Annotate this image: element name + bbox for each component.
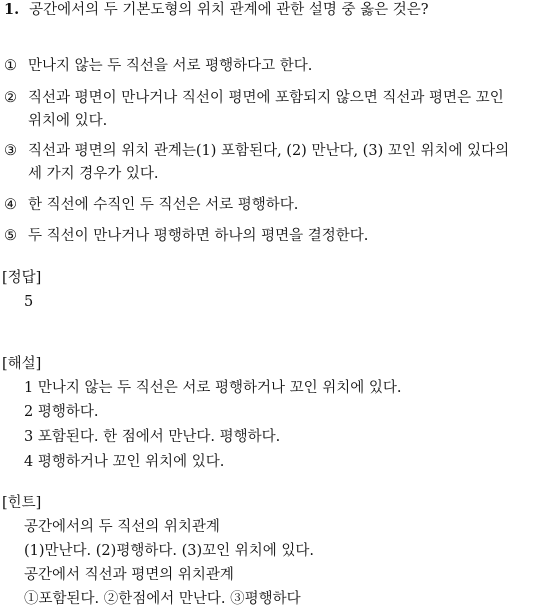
option-2-continued — [28, 111, 107, 131]
option-1-mark: ① — [4, 58, 17, 74]
hint-label: [힌트] — [2, 495, 42, 511]
option-1-text: 만나지 않는 두 직선을 서로 평행하다고 한다. — [28, 58, 313, 74]
question-text: 공간에서의 두 기본도형의 위치 관계에 관한 설명 중 옳은 것은? — [29, 2, 429, 18]
explanation-line-2: 2 평행하다. — [24, 404, 99, 420]
explanation-line-3: 3 포함된다. 한 점에서 만난다. 평행하다. — [24, 429, 281, 445]
question-number: 1. — [4, 1, 20, 18]
option-3-continued — [28, 164, 159, 184]
explanation-line-4: 4 평행하거나 꼬인 위치에 있다. — [24, 454, 225, 470]
option-3 — [4, 141, 509, 161]
option-5-text: 두 직선이 만나거나 평행하면 하나의 평면을 결정한다. — [28, 228, 369, 244]
hint-line-4: ①포함된다. ②한점에서 만난다. ③평행하다 — [24, 591, 301, 607]
option-2-text-line2: 위치에 있다. — [28, 113, 108, 129]
explanation-line-1: 1 만나지 않는 두 직선은 서로 평행하거나 꼬인 위치에 있다. — [24, 380, 402, 396]
option-2-text-line1: 직선과 평면이 만나거나 직선이 평면에 포함되지 않으면 직선과 평면은 꼬인 — [28, 90, 504, 106]
option-3-text-line1: 직선과 평면의 위치 관계는(1) 포함된다, (2) 만난다, (3) 꼬인 위치에 있다의 — [28, 143, 510, 159]
explanation-label: [해설] — [2, 356, 42, 372]
option-4-mark: ④ — [4, 197, 17, 213]
option-2 — [4, 88, 504, 108]
hint-line-3: 공간에서 직선과 평면의 위치관계 — [24, 567, 234, 583]
option-4 — [4, 195, 298, 215]
option-3-text-line2: 세 가지 경우가 있다. — [28, 166, 159, 182]
option-5-mark: ⑤ — [4, 228, 17, 244]
hint-line-2: (1)만난다. (2)평행하다. (3)꼬인 위치에 있다. — [24, 543, 314, 559]
option-5 — [4, 226, 368, 246]
hint-line-1: 공간에서의 두 직선의 위치관계 — [24, 519, 220, 535]
option-2-mark: ② — [4, 90, 17, 106]
option-4-text: 한 직선에 수직인 두 직선은 서로 평행하다. — [28, 197, 299, 213]
option-1 — [4, 56, 312, 76]
answer-value: 5 — [24, 294, 34, 310]
option-3-mark: ③ — [4, 143, 17, 159]
question-line — [4, 0, 429, 20]
answer-label: [정답] — [2, 270, 42, 286]
